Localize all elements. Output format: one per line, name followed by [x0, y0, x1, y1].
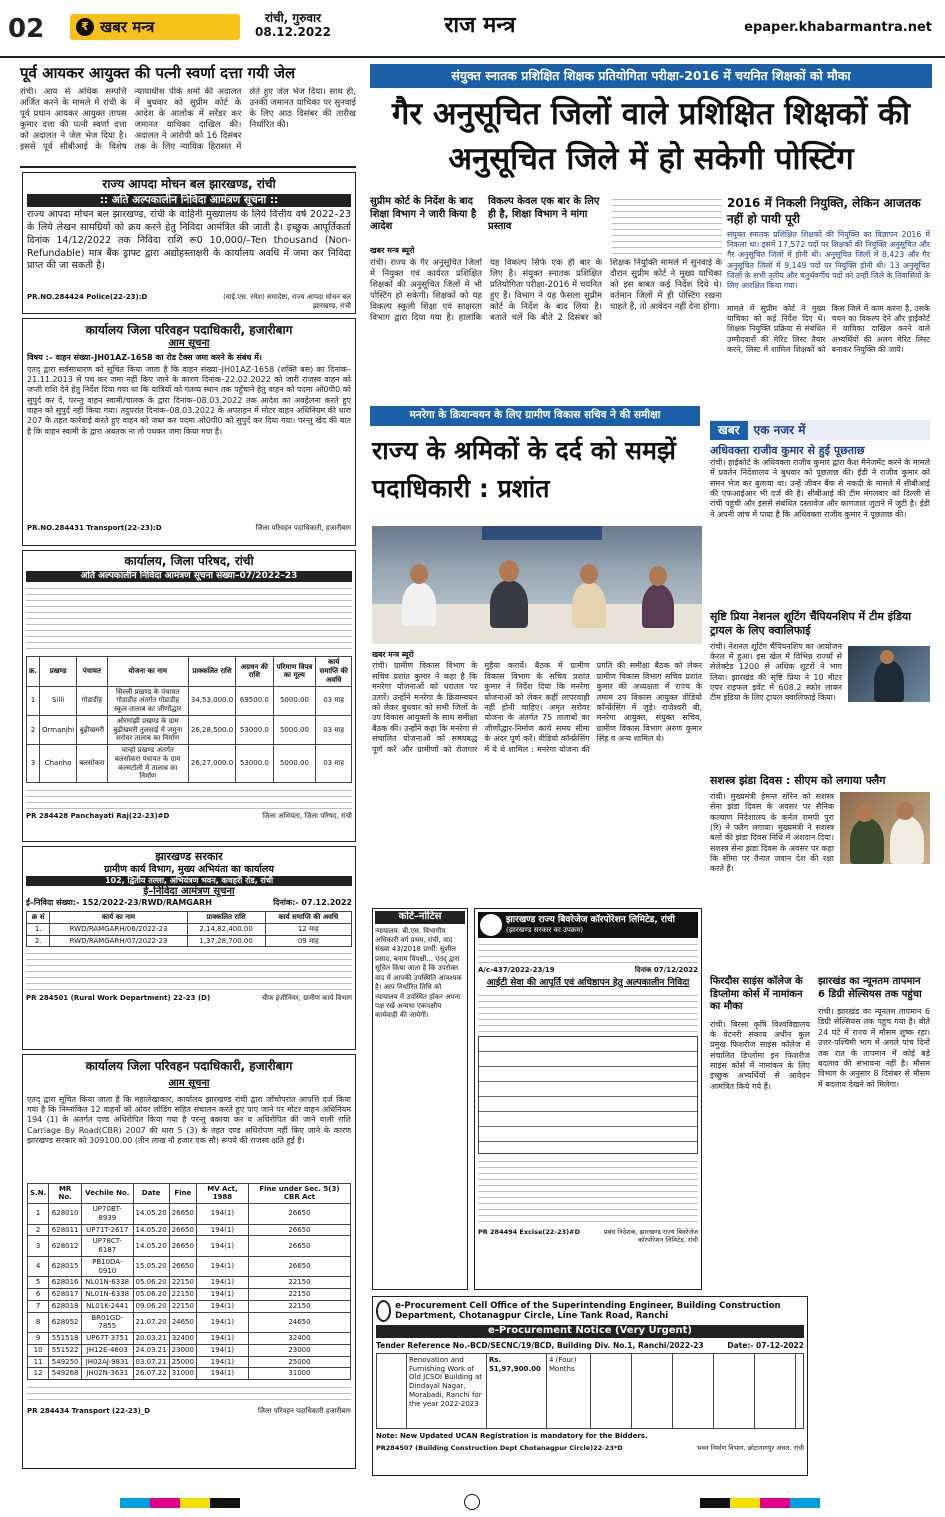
zp-table-cell: ओरमांझी प्रखण्ड के ग्राम बुढ़ीखमरी तुलसाई में जमुना सरोवर तालाब का निर्माण — [107, 715, 188, 744]
zp-table-header-cell: प्राक्कलित राशि — [188, 657, 235, 686]
brand-name: खबर मन्त्र — [100, 17, 155, 36]
zp-pr-number: PR 284428 Panchayati Raj(22-23)#D — [26, 812, 170, 820]
mnrega-story — [372, 650, 702, 902]
zp-table-cell: 53000.0 — [236, 715, 273, 744]
vehicle-table-cell: 194(1) — [196, 1236, 248, 1257]
recruitment-sidebar — [727, 196, 930, 394]
zp-table-cell: 69500.0 — [236, 686, 273, 715]
vehicle-table-cell: 194(1) — [196, 1344, 248, 1356]
masthead — [0, 0, 945, 58]
zp-notes — [26, 787, 352, 809]
brand-logo-icon: ₹ — [76, 18, 94, 36]
khabar-tag: खबर — [710, 421, 748, 440]
vehicle-table-cell: 26650 — [169, 1224, 196, 1236]
vehicle-table-cell: 32400 — [169, 1333, 196, 1345]
zp-table-cell: 26,28,500.0 — [188, 715, 235, 744]
color-registration-bar-right — [700, 1498, 820, 1508]
zp-table-cell: 2 — [27, 715, 40, 744]
vehicle-table-cell: 26650 — [248, 1204, 350, 1225]
vehicle-table-cell: 551522 — [49, 1344, 82, 1356]
ek-nazar-label: एक नजर में — [753, 422, 806, 437]
vehicle-table-cell: BR01GD-7855 — [82, 1312, 133, 1333]
notice2-subtitle: आम सूचना — [168, 1078, 210, 1089]
beverages-notice-title: आईटी सेवा की आपूर्ति एवं अधिष्ठापन हेतु अल्पकालीन निविदा — [486, 977, 690, 988]
vehicle-table-cell: 22150 — [169, 1289, 196, 1301]
zp-table-cell: 5000.00 — [273, 745, 316, 783]
eproc-period: 4 (Four) Months — [547, 1354, 591, 1428]
beverages-date: दिनांक 07/12/2022 — [634, 966, 698, 974]
zp-details-list — [26, 585, 352, 653]
brief5-title: झारखंड का न्यूनतम तापमान 6 डिग्री सेल्सियस तक पहुंचा — [818, 976, 922, 1000]
beverages-subtitle: (झारखण्ड सरकार का उपक्रम) — [506, 926, 584, 935]
vehicle-table-cell: 24650 — [248, 1312, 350, 1333]
vehicle-table-cell: 551518 — [49, 1333, 82, 1345]
subhead-1: सुप्रीम कोर्ट के निर्देश के बाद शिक्षा विभाग ने जारी किया है आदेश — [370, 196, 477, 232]
epaper-link[interactable]: epaper.khabarmantra.net — [744, 20, 932, 35]
vehicle-table-cell: 628011 — [49, 1224, 82, 1236]
rwd-table-cell: 09 माह — [265, 935, 351, 947]
vehicle-table-cell: 31000 — [248, 1368, 350, 1380]
rwd-subtitle: ग्रामीण कार्य विभाग, मुख्य अभियंता का कार्यालय — [104, 863, 274, 875]
vehicle-table-cell: 22150 — [169, 1300, 196, 1312]
vehicle-table-header-cell: Date — [133, 1183, 169, 1204]
vehicle-table-cell: 26650 — [169, 1204, 196, 1225]
eproc-ref: Tender Reference No.-BCD/SECNC/19/BCD, Building Div. No.1, Ranchi/2022-23 — [376, 1340, 704, 1350]
sdrf-text: राज्य आपदा मोचन बल झारखण्ड, रांची के वाहिनी मुख्यालय के लिये वित्तीय वर्ष 2022–23 के लिये लेखन सामग्रियों को क्रय करने हेतु निविदा आमंत्रित की जाती है। इच्छुक आपूर्तिकर्ता दिनांक 14/12/2022 तक निविदा राशि रू0 10,000/–Ten thousand (Non-Refundable) मात्र बैंक ड्राफ्ट द्वारा अद्योहस्ताक्षरी के कार्यालय अवधि में जमा कर निविदा प्राप्त की जा सकती है। — [27, 209, 351, 272]
brief3-text: रांची। मुख्यमंत्री हेमन्त सोरेन को सशस्त्र सेना झंडा दिवस के अवसर पर सैनिक कल्याण निदेशालय के कर्नल रामपी पुरा (रि) ने फ्लैग लगाया। मुख्यमंत्री ने सशस्त्र बलों की झंडा दिवस निधि में अंशदान दिया। सशस्त्र सेना झंडा दिवस के अवसर पर कहा कि सीमा पर तैनात जवान देश की रक्षा करते हैं। — [710, 791, 834, 874]
vehicle-table-cell: 25000 — [169, 1356, 196, 1368]
rwd-table-header-cell: कार्य का नाम — [50, 912, 187, 924]
eproc-date: Date:- 07-12-2022 — [727, 1340, 804, 1350]
rwd-table-header-cell: कार्य समाप्ति की अवधि — [265, 912, 351, 924]
vehicle-table-cell: 194(1) — [196, 1333, 248, 1345]
vehicle-table-cell: 194(1) — [196, 1312, 248, 1333]
vehicle-table-cell: JH02AJ-9831 — [82, 1356, 133, 1368]
vehicle-table-cell: 32400 — [248, 1333, 350, 1345]
brief-1 — [710, 444, 930, 606]
flag-day-photo — [840, 792, 930, 864]
vehicle-table-cell: 03.07.21 — [133, 1356, 169, 1368]
zp-table-header-cell: अग्रधन की राशि — [236, 657, 273, 686]
transport-notice-1 — [22, 318, 356, 546]
vehicle-table-cell: 628017 — [49, 1289, 82, 1301]
vehicle-table-cell: 11 — [28, 1356, 49, 1368]
zp-table-row — [27, 715, 352, 744]
brief4-title: फिरदौस साइंस कॉलेज के डिप्लोमा कोर्स में नामांकन का मौका — [710, 976, 803, 1012]
vehicle-table-row — [28, 1236, 351, 1257]
beverages-terms — [478, 1158, 698, 1224]
vehicle-table-cell: 194(1) — [196, 1368, 248, 1380]
zp-table-header-cell: पंचायत — [77, 657, 107, 686]
rwd-table-cell: RWD/RAMGARH/07/2022-23 — [50, 935, 187, 947]
rwd-table-header-cell: प्राक्कलित राशि — [187, 912, 265, 924]
mnrega-band: मनरेगा के क्रियान्वयन के लिए ग्रामीण विकास सचिव ने की समीक्षा — [370, 406, 700, 426]
zp-table-header-cell: कार्य समाप्ति की अवधि — [316, 657, 352, 686]
registration-target-icon — [464, 1494, 480, 1510]
rwd-table-cell: 12 माह — [265, 923, 351, 935]
notice1-pr-number: PR.NO.284431 Transport(22-23):D — [27, 523, 162, 532]
brand-logo — [70, 14, 240, 40]
vehicle-table-cell: 22150 — [169, 1277, 196, 1289]
vehicle-table-row — [28, 1204, 351, 1225]
vehicle-table-cell: 24.03.21 — [133, 1344, 169, 1356]
zp-table-cell: 26,27,000.0 — [188, 745, 235, 783]
zp-table-row — [27, 686, 352, 715]
vehicle-table-cell: 05.06.20 — [133, 1277, 169, 1289]
court-text: न्यायालय: बी.एस. विभागीय अधिकारी वर्ग प्रथम, रांची, वाद संख्या 43/2018 प्रार्थी: सुशील प्रसाद, बनाम विपक्षी... एतद् द्वारा सूचित किया जाता है कि उपरोक्त वाद में आपकी उपस्थिति आवश्यक है। आप निर्धारित तिथि को न्यायालय में उपस्थित होकर अपना पक्ष रखें अन्यथा एकपक्षीय कार्यवाही की जायेगी। — [375, 926, 462, 1020]
byline: खबर मन्त्र ब्यूरो — [370, 246, 415, 255]
brief1-title: अधिवक्ता राजीव कुमार से हुई पूछताछ — [710, 444, 865, 457]
eproc-title: e-Procurement Cell Office of the Superintending Engineer, Building Construction Department, Chotanagpur Circle, Line Tank Road, Ranchi — [395, 1300, 781, 1321]
beverages-logo-icon — [480, 914, 502, 936]
vehicle-table-cell: 628015 — [49, 1256, 82, 1277]
vehicle-table-cell: 4 — [28, 1256, 49, 1277]
rwd-table-cell: 1. — [27, 923, 50, 935]
vehicle-table-cell: 549250 — [49, 1356, 82, 1368]
city-day: रांची, गुरुवार — [264, 11, 322, 25]
beverages-ref: A/c-437/2022-23/19 — [478, 966, 555, 974]
vehicle-table-cell: 26650 — [169, 1256, 196, 1277]
top-banner: संयुक्त स्नातक प्रशिक्षित शिक्षक प्रतियोगिता परीक्षा-2016 में चयनित शिक्षकों को मौका — [370, 64, 932, 88]
notice2-pr-number: PR 284434 Transport (22-23)_D — [27, 1407, 151, 1415]
shooter-photo — [848, 646, 930, 702]
notice2-title: कार्यालय जिला परिवहन पदाधिकारी, हजारीबाग — [85, 1059, 293, 1073]
vehicle-table-cell: 10 — [28, 1344, 49, 1356]
zp-table-cell: 03 माह — [316, 686, 352, 715]
zp-table-header-cell: परिमाण विपत्र का मूल्य — [273, 657, 316, 686]
beverages-tender — [474, 908, 702, 1290]
vehicle-table-row — [28, 1356, 351, 1368]
zp-table-cell: सिल्ली प्रखण्ड के पंचायत गोडाडीह अंतर्गत गोडाडीह स्कूल तालाब का जीर्णोद्धार — [107, 686, 188, 715]
vehicle-table-cell: 05.06.20 — [133, 1289, 169, 1301]
vehicle-table-cell: 22150 — [248, 1300, 350, 1312]
vehicle-table-row — [28, 1224, 351, 1236]
jail-story — [20, 64, 356, 168]
vehicle-table-header-cell: Fine — [169, 1183, 196, 1204]
zp-table-cell: 1 — [27, 686, 40, 715]
vehicle-table-cell: 20.03.21 — [133, 1333, 169, 1345]
vehicle-table-row — [28, 1312, 351, 1333]
rwd-number: ई–निविदा संख्या:- 152/2022-23/RWD/RAMGARH — [26, 898, 212, 908]
transport-notice-2 — [22, 1054, 356, 1469]
zp-table — [26, 656, 352, 783]
vehicle-table-cell: 22150 — [248, 1289, 350, 1301]
vehicle-table-cell: UP70BT-8939 — [82, 1204, 133, 1225]
color-registration-bar — [120, 1498, 240, 1508]
vehicle-table-cell: 26650 — [169, 1236, 196, 1257]
vehicle-table-cell: 09.06.20 — [133, 1300, 169, 1312]
vehicle-table-cell: 628016 — [49, 1277, 82, 1289]
main-story-text: रांची। राज्य के गैर अनुसूचित जिलों में नियुक्त एवं कार्यरत प्रशिक्षित शिक्षकों की अनुसूचित जिलों में भी पोस्टिंग हो सकेगी। शिक्षकों को यह विकल्प स्कूली शिक्षा एवं साक्षरता विभाग द्वारा दिया गया है। हालांकि यह विकल्प सिर्फ एक ही बार के लिए है। संयुक्त स्नातक प्रशिक्षित प्रतियोगिता परीक्षा-2016 में चयनित हुए हैं। विभाग ने यह फैसला सुप्रीम कोर्ट के निर्देश के बाद लिया है। बताते चलें कि बीते 2 दिसंबर को शिक्षक नियुक्ति मामले में सुनवाई के दौरान सुप्रीम कोर्ट ने मुख्य याचिका को इस बाबत कई निर्देश दिये थे। वर्तमान जिलों में ही पोस्टिंग रखना चाहते हैं, तो आवेदन नहीं देना होगा। — [370, 258, 722, 324]
vehicle-table-cell: 25000 — [248, 1356, 350, 1368]
zp-table-cell: बुढ़ीखमरी — [77, 715, 107, 744]
eproc-signature: भवन निर्माण विभाग, छोटानागपुर अंचल, रांची — [696, 1443, 804, 1452]
dateline — [248, 12, 338, 40]
zp-subtitle: अति अल्पकालीन निविदा आमंत्रण सूचना संख्या–07/2022–23 — [26, 571, 352, 582]
rwd-signature: चीफ इंजीनियर, ग्रामीण कार्य विभाग — [261, 994, 352, 1003]
brief-3 — [710, 774, 930, 970]
zila-parishad-tender — [22, 550, 356, 842]
vehicle-table-header-cell: Fine under Sec. 5(3) CBR Act — [248, 1183, 350, 1204]
vehicle-table-cell: 3 — [28, 1236, 49, 1257]
mnrega-text — [372, 661, 702, 897]
rwd-table-cell: 2. — [27, 935, 50, 947]
beverages-pr-number: PR 284494 Excise(22-23)#D — [478, 1228, 580, 1236]
zp-title: कार्यालय, जिला परिषद, रांची — [124, 554, 254, 568]
sdrf-tender — [22, 172, 356, 314]
sdrf-signature: (वाई.एस. रमेश) समादेष्टा, राज्य आपदा मोचन बल झारखण्ड, रांची — [223, 293, 351, 310]
vehicle-table-cell: UP71T-2617 — [82, 1224, 133, 1236]
notice1-subtitle: आम सूचना — [168, 338, 210, 349]
mnrega-byline: खबर मन्त्र ब्यूरो — [372, 650, 414, 659]
brief-5 — [818, 976, 930, 1474]
issue-date: 08.12.2022 — [255, 24, 331, 39]
vehicle-table-row — [28, 1333, 351, 1345]
rwd-pr-number: PR 284501 (Rural Work Department) 22-23 (D) — [26, 994, 211, 1003]
vehicle-table-cell: 31000 — [169, 1368, 196, 1380]
beverages-schedule-table — [478, 1036, 698, 1154]
mnrega-text-body: रांची। ग्रामीण विकास विभाग के सचिव प्रशांत कुमार ने कहा है कि मनरेगा योजनाओं को धरातल पर उतारें। उन्होंने मनरेगा के क्रियान्वयन को लेकर बुधवार को सभी जिलों के उप विकास आयुक्तों के साथ समीक्षा बैठक की। उन्होंने कहा कि मनरेगा से संचालित योजनाओं को समयबद्ध पूर्ण करें और ग्रामीणों को रोजगार मुहैया करायें। बैठक में ग्रामीण विकास विभाग के सचिव प्रशांत कुमार ने निर्देश दिया कि मनरेगा योजनाओं को लेकर कहीं लापरवाही नहीं होनी चाहिए। अमृत सरोवर योजना के अंतर्गत 75 तालाबों का जीर्णोद्धार-निर्माण कार्य समय सीमा के अंदर पूर्ण करें। — [372, 661, 590, 754]
rwd-table-row — [27, 923, 352, 935]
sidebar-title: 2016 में निकली नियुक्ति, लेकिन आजतक नहीं हो पायी पूरी — [727, 196, 921, 226]
vehicle-table-cell: 194(1) — [196, 1224, 248, 1236]
court-title: कोर्ट–नोटिस — [375, 911, 465, 924]
vehicle-table-cell: 21.07.20 — [133, 1312, 169, 1333]
vehicle-table-row — [28, 1256, 351, 1277]
main-story — [370, 196, 722, 394]
vehicle-table-cell: 194(1) — [196, 1204, 248, 1225]
vehicle-table-header-cell: MV Act, 1988 — [196, 1183, 248, 1204]
vehicle-table-cell: 12 — [28, 1368, 49, 1380]
zp-table-header-cell: प्रखण्ड — [40, 657, 77, 686]
rwd-terms — [26, 950, 352, 992]
vehicle-table-cell: 8 — [28, 1312, 49, 1333]
rwd-table-header-cell: क्र सं — [27, 912, 50, 924]
vehicle-table-cell: 194(1) — [196, 1256, 248, 1277]
brief1-text: रांची। हाईकोर्ट के अधिवक्ता राजीव कुमार द्वारा कैश मैनेजमेंट करने के मामले में प्रवर्तन निदेशालय ने बुधवार को पूछताछ की। ईडी ने राजीव कुमार को समन भेज कर बुलाया था। उन्हें जीवन बैंक से नकदी के मामले में सीबीआई की एफआईआर भी दर्ज की है। सीबीआई की टीम मंगलवार को दिल्ली से रांची पहुंची और इससे संबंधित दस्तावेज और कागजात जुटाने में जुटी है। ईडी ने अपनी जांच में पाया है कि अधिवक्ता राजीव कुमार ने पूछताछ की। — [710, 457, 930, 519]
vehicle-table-cell: 628012 — [49, 1236, 82, 1257]
vehicle-table-row — [28, 1368, 351, 1380]
zp-table-cell: गोडाडीह — [77, 686, 107, 715]
main-story-col3-lead — [612, 196, 722, 254]
rwd-table-row — [27, 935, 352, 947]
eproc-footer-note: Note: New Updated UCAN Registration is mandatory for the Bidders. — [376, 1431, 648, 1440]
sdrf-pr-number: PR.NO.284424 Police(22-23):D — [27, 293, 148, 302]
vehicle-table-cell: JH02N-3631 — [82, 1368, 133, 1380]
vehicle-table-cell: 26650 — [248, 1236, 350, 1257]
vehicle-table-cell: UP67T-3751 — [82, 1333, 133, 1345]
zp-table-cell: 5000.00 — [273, 686, 316, 715]
notice1-text: एतद् द्वारा सर्वसाधारण को सूचित किया जाता है कि वाहन संख्या–JH01AZ-1658 (शक्ति बस) का दिनांक–21.11.2013 से पथ कर जमा नहीं किए जाने के कारण दिनांक–22.02.2022 को जारी राजस्व वाहन को जप्ती राशि देने हेतु निर्देश दिया गया था कि यात्रियों को गंतव्य स्थान तक पहुँचाने हेतु वाहन को पदमा ओ0पी0 को सुपुर्द कर दें, परन्तु वाहन स्वामी/चालक के द्वारा दिनांक–08.03.2022 तक आदेश का अवहेलना करते हुए वाहन को सुपुर्द नहीं किया गया। तदुपरांत दिनांक–08.03.2022 के अपराहन में मोटर वाहन अधिनियम की धारा 207 के तहत कार्रवाई करते हुए वाहन को जब्त कर पदमा ओ0पी0 को सुपुर्द कर दिया गया। परन्तु खेद की बात है कि वाहन स्वामी के द्वारा अबतक ना तो पथकर जमा किया गया है। — [27, 364, 351, 436]
vehicle-table-cell: 15.05.20 — [133, 1256, 169, 1277]
eprocurement-notice — [372, 1296, 808, 1476]
vehicle-table-cell: 22150 — [248, 1277, 350, 1289]
beverages-title: झारखण्ड राज्य बिवरेजेज कॉरपोरेशन लिमिटेड, रांची — [506, 915, 675, 926]
beverages-signature: प्रबंध निदेशक, झारखण्ड राज्य बिवरेजेज कॉरपोरेशन लिमिटेड, रांची — [603, 1228, 698, 1245]
vehicle-table-cell: 628018 — [49, 1300, 82, 1312]
zp-table-header-cell: क्र. — [27, 657, 40, 686]
vehicle-table-cell: 1 — [28, 1204, 49, 1225]
vehicle-table-cell: NL01N-6338 — [82, 1277, 133, 1289]
main-headline: गैर अनुसूचित जिलों वाले प्रशिक्षित शिक्षकों की अनुसूचित जिले में हो सकेगी पोस्टिंग — [391, 96, 911, 177]
vehicle-table-cell: 23000 — [248, 1344, 350, 1356]
zp-table-row — [27, 745, 352, 783]
zp-table-cell: 34,53,000.0 — [188, 686, 235, 715]
zp-table-cell: Silli — [40, 686, 77, 715]
vehicle-table-cell: 6 — [28, 1289, 49, 1301]
zp-table-cell: 53000.0 — [236, 745, 273, 783]
brief2-text: रांची। नेशनल शूटिंग चैंपियनशिप का आयोजन केरल में हुआ। इस खेल में विभिन्न राज्यों से सेलेक्टेड 1200 से अधिक शूटरों ने भाग लिया। झारखंड की सृष्टि प्रिया ने 10 मीटर एयर राइफल इवेंट में 608.2 स्कोर लाकर टीम इंडिया के लिए ट्रायल क्वालिफाई किया। — [710, 641, 842, 703]
vehicle-table-cell: 2 — [28, 1224, 49, 1236]
zp-table-cell: चान्हो प्रखण्ड अंतर्गत बलसोकरा पंचायत के ग्राम कल्मटोली में तालाब का निर्माण — [107, 745, 188, 783]
vehicle-table-cell: 194(1) — [196, 1289, 248, 1301]
beverages-address — [478, 941, 698, 963]
jail-headline: पूर्व आयकर आयुक्त की पत्नी स्वर्णा दत्ता गयी जेल — [20, 64, 296, 82]
vehicle-table-cell: 26650 — [248, 1224, 350, 1236]
brief3-title: सशस्त्र झंडा दिवस : सीएम को लगाया फ्लैग — [710, 774, 886, 787]
vehicle-table-header-cell: MR No. — [49, 1183, 82, 1204]
section-title: राज मन्त्र — [444, 13, 516, 38]
page-number: 02 — [8, 14, 45, 44]
rwd-table-cell: RWD/RAMGARH/06/2022-23 — [50, 923, 187, 935]
vehicle-table-cell: NL01K-2441 — [82, 1300, 133, 1312]
mnrega-photo — [372, 526, 702, 644]
vehicle-table-cell: 7 — [28, 1300, 49, 1312]
jail-text: रांची। आय से अधिक सम्पत्ति अर्जित करने के मामले में रांची के पूर्व प्रधान आयकर आयुक्त तापस कुमार दत्ता की पत्नी स्वर्णा दत्ता को अदालत ने जेल भेज दिया है। इससे पूर्व सीबीआई के विशेष न्यायाधीश पीके शर्मा की अदालत में बुधवार को सुप्रीम कोर्ट के आदेश के आलोक में सरेंडर कर जमानत याचिका दाखिल की। अदालत ने आरोपी को 16 दिसंबर तक के लिए न्यायिक हिरासत में लेते हुए जेल भेज दिया। साथ ही, उनकी जमानत याचिका पर सुनवाई के लिए आठ दिसंबर की तारीख निर्धारित की। — [20, 87, 356, 153]
vehicle-table-cell: 194(1) — [196, 1277, 248, 1289]
rwd-address: 102, द्वितीय तल्ला, अभियंत्रण भवन, कचहरी रोड, रांची — [26, 876, 352, 886]
rwd-notice-title: ई–निविदा आमंत्रण सूचना — [143, 885, 235, 897]
vehicle-table-cell: 194(1) — [196, 1356, 248, 1368]
notice2-text: एतद् द्वारा सूचित किया जाता है कि महालेखाकार, कार्यालय झारखण्ड रांची द्वारा जाँचोपरांत आपत्ति दर्ज किया गया है कि निम्नांकित 12 वाहनों को ओवर लोडिंग सहित संचालन करते हुए पाए जाने पर मोटर वाहन अधिनियम 194 (1) के अंतर्गत दण्ड अधिरोपित किया गया है परन्तु बकाया कर व अधिरोपित की जाने वाली राशि Carriage By Road(CBR) 2007 की धारा 5 (3) के तहत दण्ड अधिरोपण नहीं किए जाने के कारण झारखण्ड सरकार को 309100.00 (तीन लाख नौ हजार एक सौ) रूपये की राजस्व क्षति हुई है। — [27, 1094, 351, 1146]
zp-table-cell: 5000.00 — [273, 715, 316, 744]
zp-table-cell: 03 माह — [316, 715, 352, 744]
eproc-notice-title: e-Procurement Notice (Very Urgent) — [376, 1325, 804, 1338]
sidebar-continued: मामले में सुप्रीम कोर्ट ने मुख्य याचिका को कई निर्देश दिए थे। शिक्षक नियुक्ति प्रक्रिया से संबंधित उम्मीदवारों की मेरिट लिस्ट तैयार करने, लिस्ट में शामिल शिक्षकों को किस जिले में काम करना है, उसके चयन का विकल्प देने और हाईकोर्ट में याचिका दाखिल करने वाले अभ्यर्थियों की अलग मेरिट लिस्ट बनाकर नियुक्ति की जाये। — [727, 304, 930, 354]
vehicle-table-cell: 9 — [28, 1333, 49, 1345]
vehicle-table-cell: 23000 — [169, 1344, 196, 1356]
zp-table-cell: Chanho — [40, 745, 77, 783]
notice1-signature: जिला परिवहन पदाधिकारी, हजारीबाग — [255, 523, 351, 532]
brief2-title: सृष्टि प्रिया नेशनल शूटिंग चैंपियनशिप में टीम इंडिया ट्रायल के लिए क्वालिफाई — [710, 610, 912, 637]
brief-4 — [710, 976, 810, 1324]
notice2-signature: जिला परिवहन पदाधिकारी हजारीबाग — [257, 1407, 351, 1415]
vehicle-table — [27, 1183, 351, 1381]
vehicle-table-cell: PB10DA-0910 — [82, 1256, 133, 1277]
ek-nazar-header — [710, 420, 930, 440]
vehicle-table-cell: JH12E-4603 — [82, 1344, 133, 1356]
vehicle-table-cell: 628052 — [49, 1312, 82, 1333]
vehicle-table-cell: UP78CT-6187 — [82, 1236, 133, 1257]
court-notice — [372, 908, 468, 1290]
rwd-table — [26, 911, 352, 947]
notice2-footer-text — [27, 1384, 351, 1404]
vehicle-table-cell: 5 — [28, 1277, 49, 1289]
vehicle-table-cell: 194(1) — [196, 1300, 248, 1312]
vehicle-table-cell: 26650 — [248, 1256, 350, 1277]
vehicle-table-row — [28, 1277, 351, 1289]
brief4-text: रांची। बिरसा कृषि विश्वविद्यालय के वेटनरी संकाय अधीन कुल प्रमुख फिशरीज साइंस कॉलेज में संचालित डिप्लोमा इन फिशरीज साइंस कोर्स में नामांकन के लिए इच्छुक अभ्यर्थियों से आवेदन आमंत्रित किये गये हैं। — [710, 1019, 810, 1091]
rwd-tender — [22, 846, 356, 1050]
eproc-work-name: Renovation and Furnishing Work of Old JCSOI Building at Dindayal Nagar, Morabadi, Ranchi for the year 2022-2023 — [407, 1354, 487, 1428]
zp-signature: जिला अभियंता, जिला परिषद, रांची — [262, 812, 352, 820]
eproc-pr-number: PR284507 (Building Construction Dept Chotanagpur Circle)22-23*D — [376, 1443, 623, 1452]
vehicle-table-cell: 14.05.20 — [133, 1224, 169, 1236]
mnrega-text-video: वीडियो कॉन्फ्रेंसिंग में ये थे शामिल : मनरेगा योजना की प्रगति की समीक्षा बैठक को लेकर ग्रामीण विकास विभाग सचिव प्रशांत कुमार की अध्यक्षता में राज्य के तमाम उप विकास आयुक्त वीडियो कॉन्फ्रेंसिंग में जुड़े। राजेश्वरी बी, मनरेगा आयुक्त, संयुक्त सचिव, ग्रामीण विकास विभाग अरुण कुमार सिंह व अन्य शामिल थे। — [484, 661, 702, 754]
notice1-subject: विषय :– वाहन संख्या–JH01AZ-1658 का रोड टैक्स जमा करने के संबंध में। — [27, 352, 262, 362]
vehicle-table-row — [28, 1289, 351, 1301]
vehicle-table-header-cell: Vechile No. — [82, 1183, 133, 1204]
sdrf-subtitle: :: अति अल्पकालीन निविदा आमंत्रण सूचना :: — [27, 194, 351, 207]
vehicle-table-row — [28, 1300, 351, 1312]
mnrega-headline: राज्य के श्रमिकों के दर्द को समझें पदाधिकारी : प्रशांत — [372, 436, 676, 503]
vehicle-table-cell: 26.07.22 — [133, 1368, 169, 1380]
zp-table-cell: 03 माह — [316, 745, 352, 783]
zp-table-header-cell: योजना का नाम — [107, 657, 188, 686]
brief-2 — [710, 610, 930, 770]
vehicle-table-cell: 14.05.20 — [133, 1204, 169, 1225]
govt-emblem-icon — [376, 1300, 391, 1322]
zp-table-cell: Ormanjhi — [40, 715, 77, 744]
sidebar-text: संयुक्त स्नातक प्रशिक्षित शिक्षकों की नियुक्ति का विज्ञापन 2016 में निकला था। इसमें 17,572 पदों पर शिक्षकों की नियुक्ति अनुसूचित और गैर अनुसूचित जिलों में होनी थी। अनुसूचित जिलों में 8,423 और गैर अनुसूचित जिलों में 9,149 पदों पर नियुक्ति होनी थी। 13 अनुसूचित जिलों के सभी तृतीय और चतुर्थवर्गीय पदों को उन्हीं जिले के निवासियों के लिए आरक्षित किया गया। — [727, 230, 930, 290]
vehicle-table-row — [28, 1344, 351, 1356]
vehicle-table-cell: 549268 — [49, 1368, 82, 1380]
subhead-2: विकल्प केवल एक बार के लिए ही है, शिक्षा विभाग ने मांगा प्रस्ताव — [488, 196, 600, 232]
zp-table-cell: 3 — [27, 745, 40, 783]
sdrf-title: राज्य आपदा मोचन बल झारखण्ड, रांची — [102, 177, 276, 191]
vehicle-table-cell: 24650 — [169, 1312, 196, 1333]
rwd-title: झारखण्ड सरकार — [155, 850, 223, 863]
vehicle-table-cell: NL01N-6338 — [82, 1289, 133, 1301]
beverages-intro — [478, 992, 698, 1032]
vehicle-table-header-cell: S.N. — [28, 1183, 49, 1204]
eproc-amount: Rs. 51,97,900.00 — [487, 1354, 547, 1428]
vehicle-table-cell: 14.05.20 — [133, 1236, 169, 1257]
rwd-date: दिनांक:- 07.12.2022 — [273, 898, 352, 908]
brief5-text: रांची। झारखंड का न्यूनतम तापमान 6 डिग्री सेल्सियस तक पहुंच गया है। बीते 24 घंटे में राज्य में मौसम शुष्क रहा। उत्तर-पश्चिमी भाग में अगले पांच दिनों तक रात के तापमान में कोई बड़े बदलाव की संभावना नहीं है। मौसम विभाग के अनुसार 8 दिसंबर से मौसम में बदलाव देखने को मिलेगा। — [818, 1007, 930, 1089]
rwd-table-cell: 1,37,28,700.00 — [187, 935, 265, 947]
notice1-title: कार्यालय जिला परिवहन पदाधिकारी, हजारीबाग — [85, 323, 293, 337]
vehicle-table-cell: 628010 — [49, 1204, 82, 1225]
rwd-table-cell: 2,14,82,400.00 — [187, 923, 265, 935]
zp-table-cell: बलसोकरा — [77, 745, 107, 783]
